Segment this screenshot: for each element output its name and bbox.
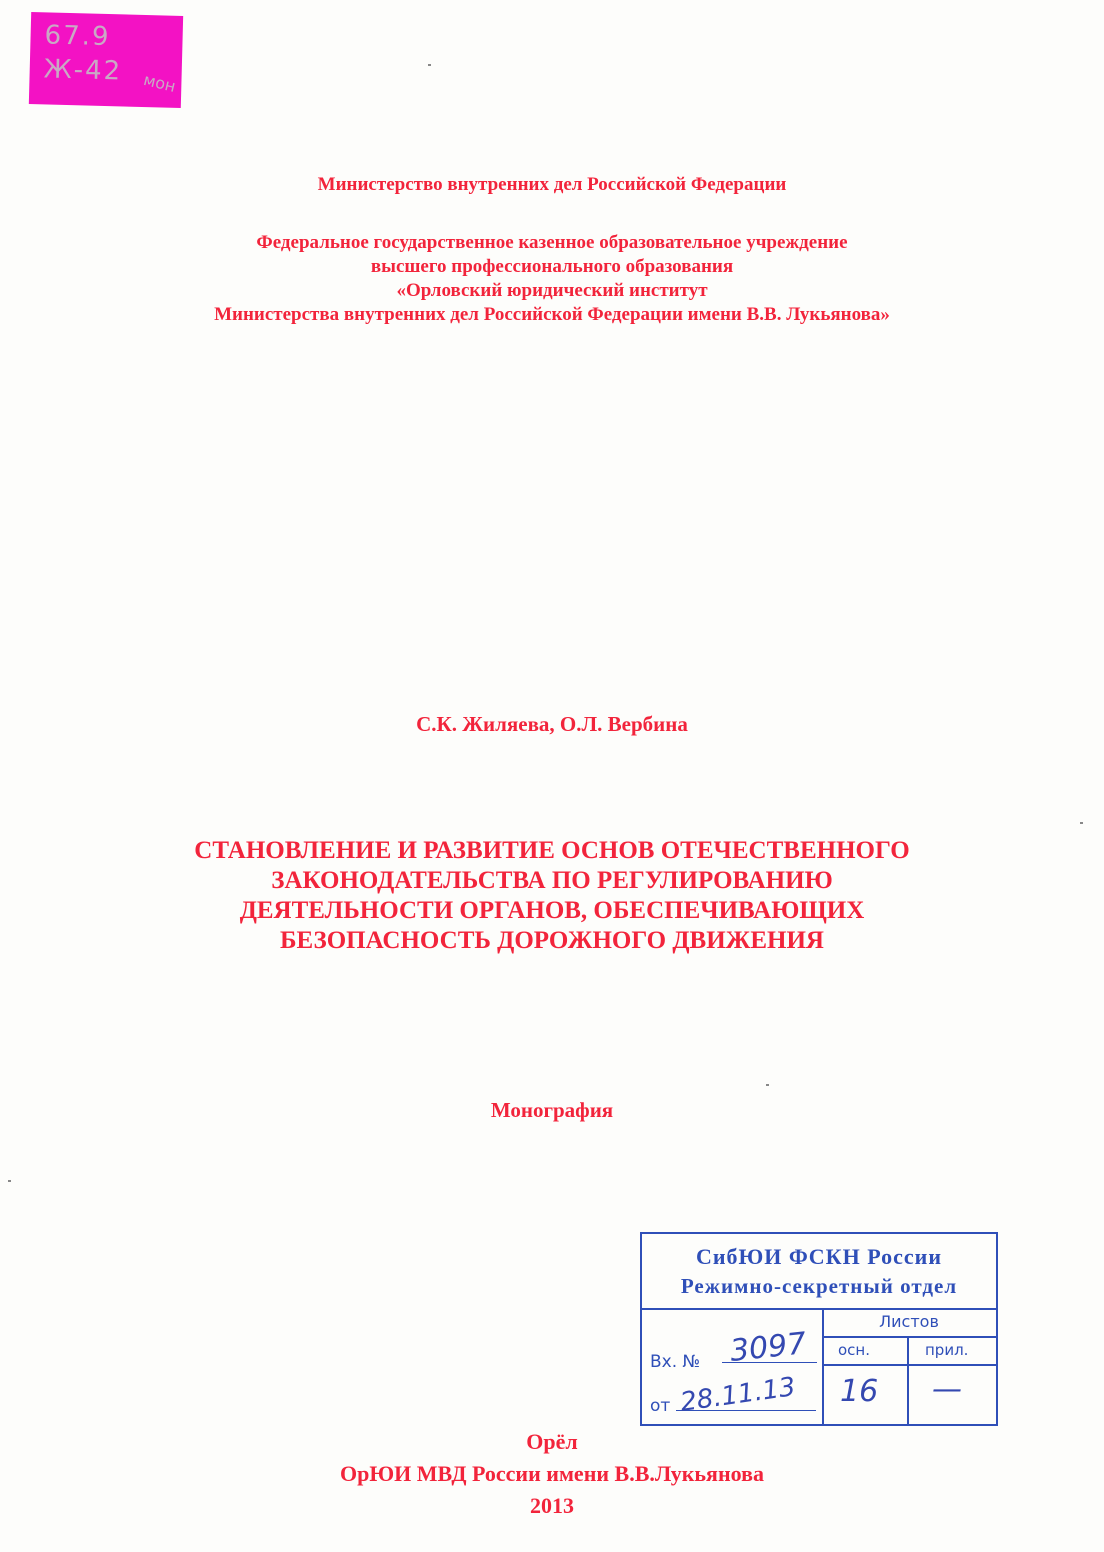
stamp-attachment-label: прил. — [925, 1341, 969, 1359]
title-line: СТАНОВЛЕНИЕ И РАЗВИТИЕ ОСНОВ ОТЕЧЕСТВЕННОГО — [194, 837, 910, 864]
institution-line: высшего профессионального образования — [370, 256, 734, 277]
ministry-heading: Министерство внутренних дел Российской Федерации — [317, 174, 787, 195]
document-title — [0, 836, 1104, 956]
library-sticker — [29, 12, 183, 108]
handwritten-attachment-sheets: — — [932, 1372, 962, 1407]
stamp-main-label: осн. — [838, 1341, 870, 1359]
sticker-code — [43, 18, 123, 88]
institution-line: Министерства внутренних дел Российской Федерации имени В.В. Лукьянова» — [214, 304, 890, 325]
sticker-mark: мон — [141, 69, 178, 96]
genre-label: Монография — [490, 1098, 614, 1122]
institution-line: Федеральное государственное казенное образовательное учреждение — [256, 232, 848, 253]
stamp-divider — [907, 1336, 909, 1424]
stamp-from-label: от — [650, 1396, 671, 1416]
stamp-divider — [822, 1364, 996, 1366]
institution-line: «Орловский юридический институт — [396, 280, 708, 301]
scan-speck — [8, 1180, 11, 1182]
title-line: ЗАКОНОДАТЕЛЬСТВА ПО РЕГУЛИРОВАНИЮ — [271, 867, 833, 894]
institution-block — [0, 231, 1104, 327]
stamp-divider — [642, 1308, 996, 1310]
imprint-publisher: ОрЮИ МВД России имени В.В.Лукьянова — [340, 1461, 764, 1486]
stamp-department: Режимно-секретный отдел — [680, 1274, 958, 1298]
handwritten-main-sheets: 16 — [840, 1374, 879, 1409]
handwritten-date: 28.11.13 — [678, 1372, 798, 1418]
sticker-line: 67.9 — [44, 20, 111, 53]
stamp-organization: СибЮИ ФСКН России — [695, 1244, 943, 1269]
imprint-city: Орёл — [526, 1429, 578, 1454]
imprint-block — [0, 1426, 1104, 1522]
stamp-divider — [822, 1336, 996, 1338]
handwritten-incoming-number: 3097 — [728, 1326, 808, 1369]
authors: С.К. Жиляева, О.Л. Вербина — [416, 712, 688, 736]
stamp-sheets-label: Листов — [879, 1312, 939, 1331]
title-line: ДЕЯТЕЛЬНОСТИ ОРГАНОВ, ОБЕСПЕЧИВАЮЩИХ — [239, 897, 865, 924]
imprint-year: 2013 — [530, 1493, 574, 1518]
stamp-incoming-label: Вх. № — [650, 1352, 701, 1372]
scan-speck — [428, 64, 431, 66]
scan-speck — [1080, 822, 1083, 824]
sticker-line: Ж-42 — [43, 54, 123, 87]
title-line: БЕЗОПАСНОСТЬ ДОРОЖНОГО ДВИЖЕНИЯ — [279, 927, 824, 954]
registration-stamp — [640, 1232, 998, 1426]
scan-speck — [766, 1084, 769, 1086]
